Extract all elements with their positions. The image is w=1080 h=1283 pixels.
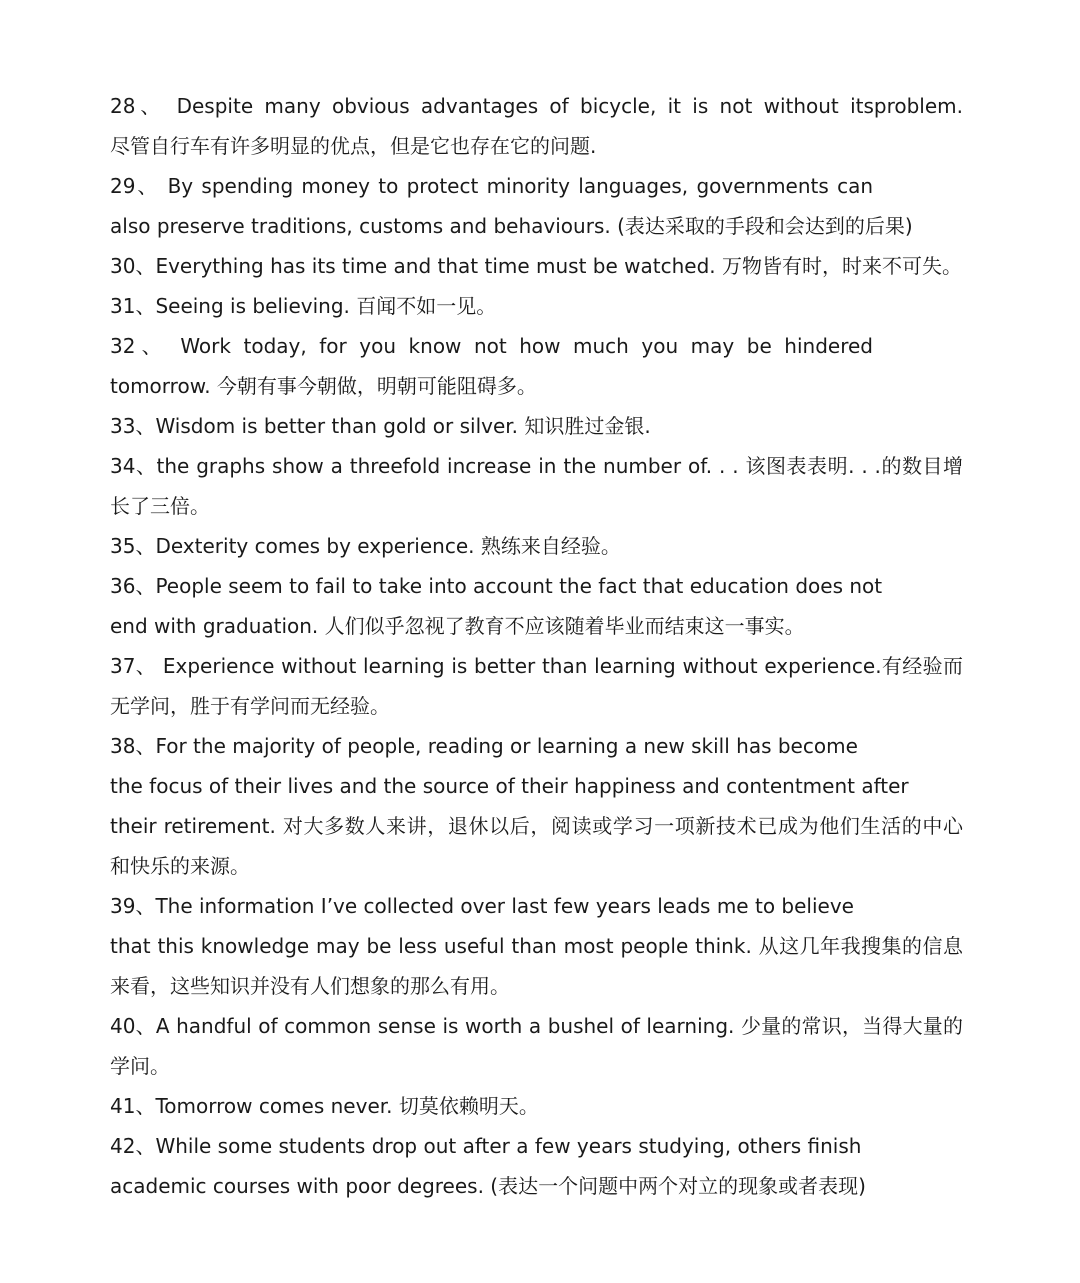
text-line: 38、For the majority of people, reading or learning a new skill has become bbox=[110, 734, 858, 758]
text-line: the focus of their lives and the source of their happiness and contentment after bbox=[110, 774, 909, 798]
text-line: 30、Everything has its time and that time must be watched. 万物皆有时，时来不可失。 bbox=[110, 254, 962, 278]
text-line: end with graduation. 人们似乎忽视了教育不应该随着毕业而结束这一事实。 bbox=[110, 614, 805, 638]
text-line: 37、 Experience without learning is better than learning without experience.有经验而 bbox=[110, 654, 963, 678]
text-line: 41、Tomorrow comes never. 切莫依赖明天。 bbox=[110, 1094, 539, 1118]
text-line: 31、Seeing is believing. 百闻不如一见。 bbox=[110, 294, 497, 318]
text-line: 40、A handful of common sense is worth a bushel of learning. 少量的常识，当得大量的 bbox=[110, 1014, 963, 1038]
text-line: 32、 Work today, for you know not how much you may be hindered bbox=[110, 334, 873, 358]
text-line: academic courses with poor degrees. (表达一个问题中两个对立的现象或者表现) bbox=[110, 1174, 866, 1198]
text-line: 长了三倍。 bbox=[110, 494, 210, 518]
text-line: 无学问，胜于有学问而无经验。 bbox=[110, 694, 390, 718]
text-line: 和快乐的来源。 bbox=[110, 854, 250, 878]
text-line: 28、 Despite many obvious advantages of bicycle, it is not without itsproblem. bbox=[110, 94, 963, 118]
text-line: 33、Wisdom is better than gold or silver. 知识胜过金银. bbox=[110, 414, 651, 438]
text-line: 学问。 bbox=[110, 1054, 170, 1078]
text-line: tomorrow. 今朝有事今朝做，明朝可能阻碍多。 bbox=[110, 374, 537, 398]
text-line: 39、The information I’ve collected over last few years leads me to believe bbox=[110, 894, 854, 918]
text-line: 42、While some students drop out after a few years studying, others finish bbox=[110, 1134, 862, 1158]
text-line: their retirement. 对大多数人来讲，退休以后，阅读或学习一项新技术已成为他们生活的中心 bbox=[110, 814, 963, 838]
text-line: 尽管自行车有许多明显的优点，但是它也存在它的问题. bbox=[110, 134, 597, 158]
text-line: 来看，这些知识并没有人们想象的那么有用。 bbox=[110, 974, 510, 998]
text-line: that this knowledge may be less useful than most people think. 从这几年我搜集的信息 bbox=[110, 934, 963, 958]
text-line: 34、the graphs show a threefold increase in the number of. . . 该图表表明. . .的数目增 bbox=[110, 454, 963, 478]
text-line: 29、 By spending money to protect minority languages, governments can bbox=[110, 174, 873, 198]
text-line: also preserve traditions, customs and behaviours. (表达采取的手段和会达到的后果) bbox=[110, 214, 913, 238]
text-line: 36、People seem to fail to take into account the fact that education does not bbox=[110, 574, 883, 598]
text-line: 35、Dexterity comes by experience. 熟练来自经验。 bbox=[110, 534, 621, 558]
